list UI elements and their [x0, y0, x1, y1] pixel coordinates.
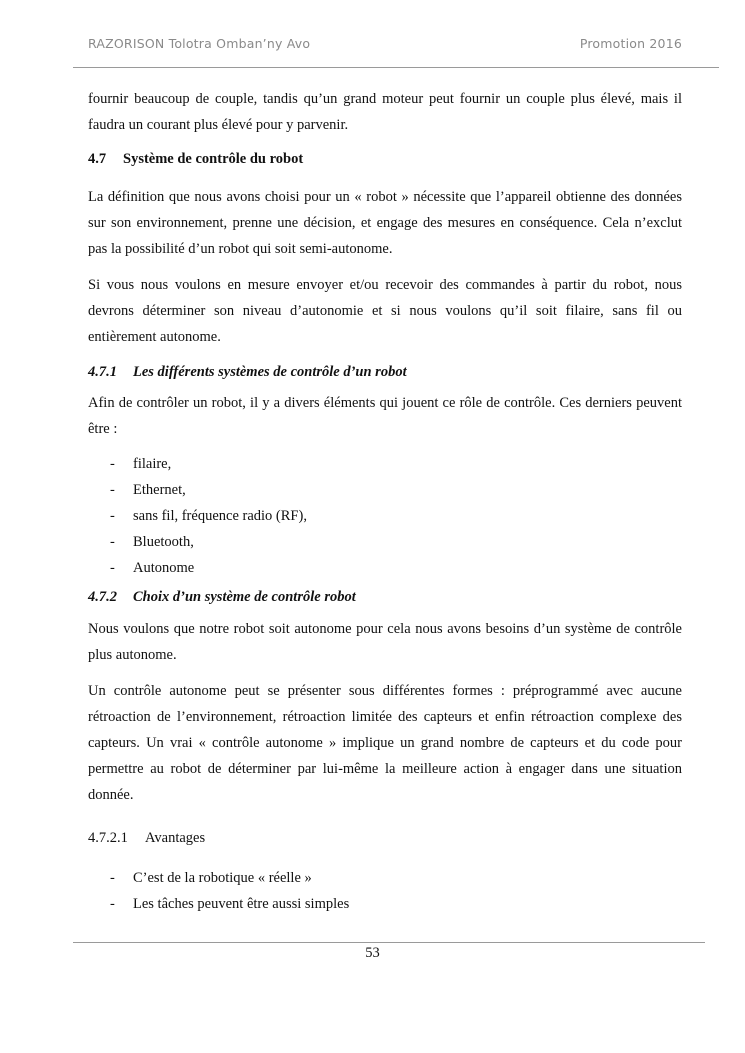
list-item-text: Bluetooth, — [133, 534, 194, 550]
dash-bullet: - — [110, 870, 115, 886]
heading-number: 4.7.2 — [88, 589, 117, 605]
list-item-text: Autonome — [133, 560, 195, 576]
paragraph-autonomous-choice: Nous voulons que notre robot soit autonome pour cela nous avons besoins d’un système de contrôle plus autonome. — [88, 621, 682, 663]
heading-number: 4.7.1 — [88, 364, 117, 380]
list-item — [88, 891, 682, 917]
header-divider — [73, 67, 719, 68]
advantages-list — [88, 865, 682, 917]
list-item — [88, 555, 682, 581]
dash-bullet: - — [110, 560, 115, 576]
paragraph-autonomous-forms: Un contrôle autonome peut se présenter sous différentes formes : préprogrammé avec aucune rétroaction de l’environnement, rétroaction limitée des capteurs et enfin rétroaction complexe des capteurs. Un vrai « contrôle autonome » implique un grand nombre de capteurs et du code pour permettre au robot de déterminer par lui-même la meilleure action à engager dans une situation donnée. — [88, 683, 682, 803]
list-item — [88, 865, 682, 891]
dash-bullet: - — [110, 508, 115, 524]
heading-4-7-2 — [88, 587, 682, 607]
list-item — [88, 529, 682, 555]
heading-title: Les différents systèmes de contrôle d’un robot — [133, 364, 407, 380]
list-item-text: filaire, — [133, 456, 172, 472]
dash-bullet: - — [110, 456, 115, 472]
dash-bullet: - — [110, 482, 115, 498]
heading-number: 4.7.2.1 — [88, 830, 128, 846]
heading-4-7 — [88, 149, 682, 169]
list-item-text: Ethernet, — [133, 482, 186, 498]
paragraph-control-elements: Afin de contrôler un robot, il y a divers éléments qui jouent ce rôle de contrôle. Ces derniers peuvent être : — [88, 395, 682, 437]
dash-bullet: - — [110, 534, 115, 550]
heading-title: Système de contrôle du robot — [123, 151, 304, 167]
page-header — [88, 36, 682, 51]
page-number: 53 — [365, 945, 380, 961]
heading-4-7-2-1 — [88, 828, 682, 848]
paragraph-robot-definition: La définition que nous avons choisi pour un « robot » nécessite que l’appareil obtienne des données sur son environnement, prenne une décision, et engage des mesures en conséquence. Cela n’exclut pas la possibilité d’un robot qui soit semi-autonome. — [88, 189, 682, 257]
list-item-text: C’est de la robotique « réelle » — [133, 870, 312, 886]
list-item — [88, 451, 682, 477]
dash-bullet: - — [110, 896, 115, 912]
list-item-text: sans fil, fréquence radio (RF), — [133, 508, 307, 524]
heading-number: 4.7 — [88, 151, 107, 167]
header-author: RAZORISON Tolotra Omban’ny Avo — [88, 36, 311, 51]
paragraph-autonomy: Si vous nous voulons en mesure envoyer et/ou recevoir des commandes à partir du robot, nous devrons déterminer son niveau d’autonomie et si nous voulons qu’il soit filaire, sans fil ou entièrement autonome. — [88, 277, 682, 345]
heading-4-7-1 — [88, 362, 682, 382]
list-item — [88, 477, 682, 503]
footer-divider — [73, 942, 705, 943]
paragraph-continuation: fournir beaucoup de couple, tandis qu’un grand moteur peut fournir un couple plus élevé, mais il faudra un courant plus élevé pour y parvenir. — [88, 91, 682, 133]
page-body — [88, 86, 682, 917]
heading-title: Choix d’un système de contrôle robot — [133, 589, 356, 605]
heading-title: Avantages — [145, 830, 206, 846]
header-promotion: Promotion 2016 — [579, 36, 682, 51]
control-types-list — [88, 451, 682, 581]
list-item-text: Les tâches peuvent être aussi simples — [133, 896, 350, 912]
list-item — [88, 503, 682, 529]
